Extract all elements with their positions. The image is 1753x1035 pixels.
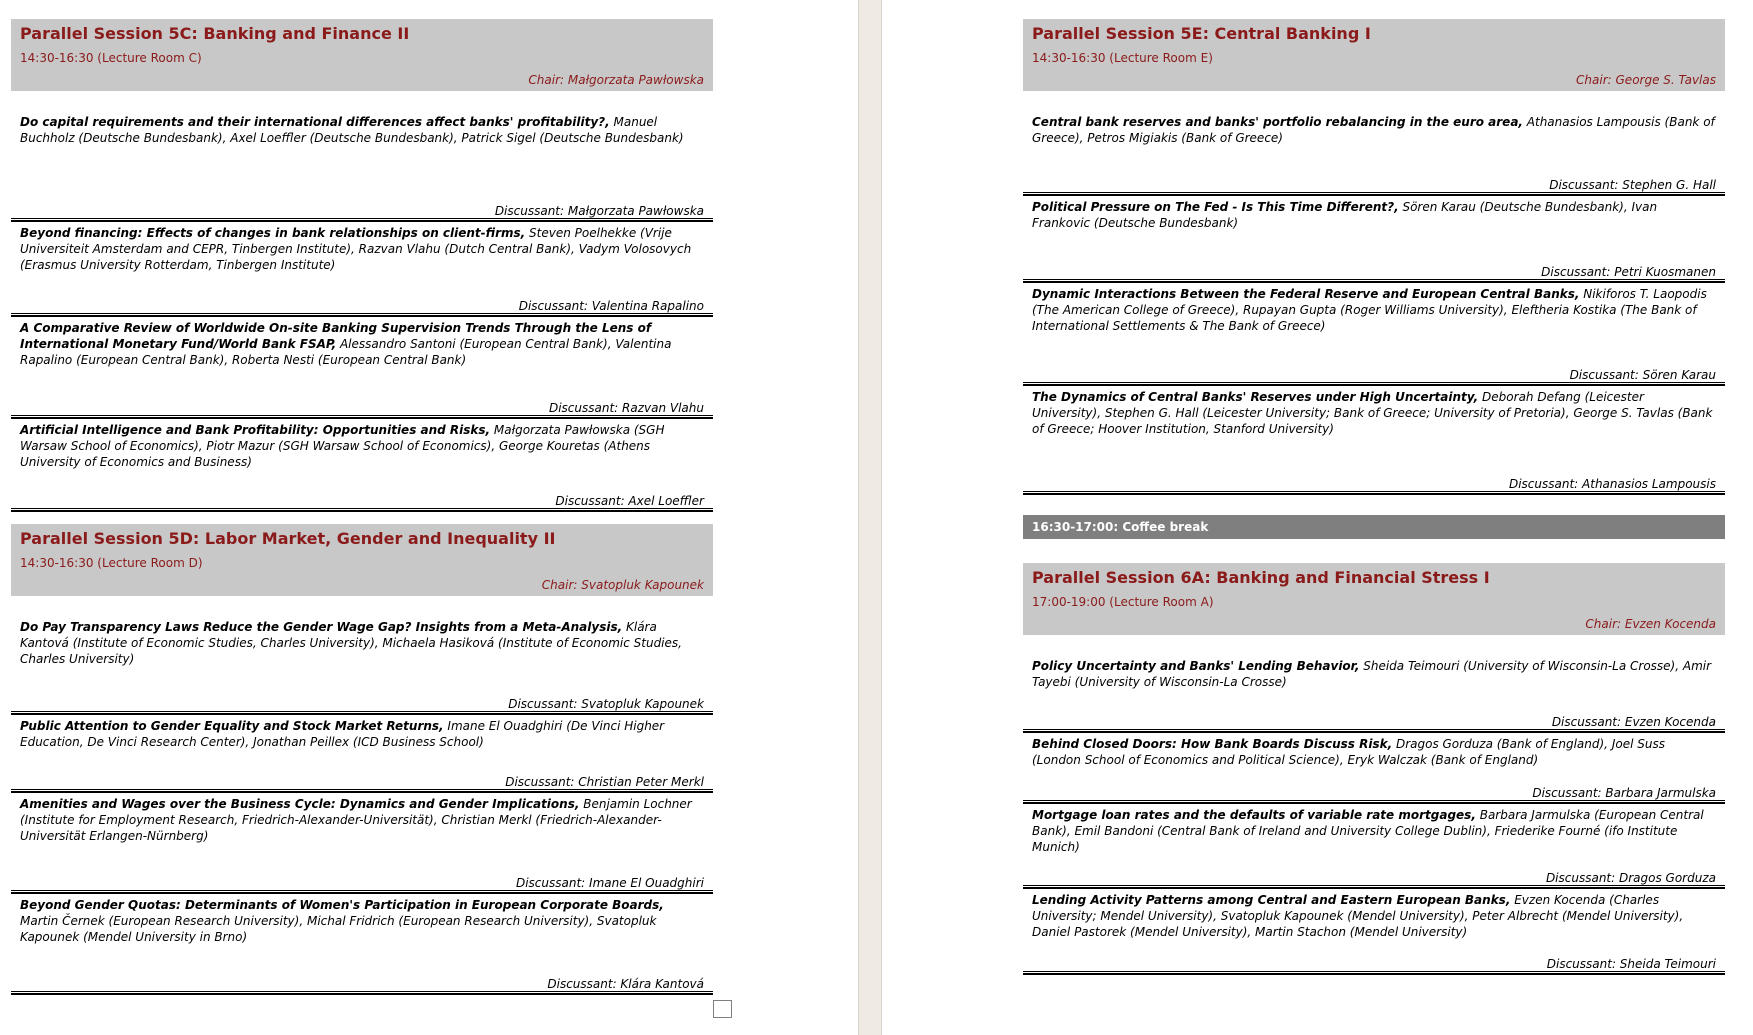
paper-authors: Sören Karau (Deutsche Bundesbank), Ivan Frankovic (Deutsche Bundesbank)	[1032, 200, 1658, 230]
separator-line	[1023, 971, 1725, 975]
paper-authors: Evzen Kocenda (Charles University; Mendel University), Svatopluk Kapounek (Mendel University), Peter Albrecht (Mendel University), Daniel Pastorek (Mendel University), Martin Stachon (Mendel University)	[1032, 893, 1684, 939]
coffee-break-bar: 16:30-17:00: Coffee break	[1023, 515, 1725, 539]
paper-authors: Nikiforos T. Laopodis (The American College of Greece), Rupayan Gupta (Roger Williams University), Eleftheria Kostika (The Bank of International Settlements & The Bank of Greece)	[1032, 287, 1707, 333]
paper-entry	[11, 796, 713, 876]
discussant: Discussant: Sören Karau	[1569, 368, 1716, 382]
discussant: Discussant: Razvan Vlahu	[548, 401, 704, 415]
discussant: Discussant: Klára Kantová	[547, 977, 704, 991]
paper-title: Political Pressure on The Fed - Is This Time Different?,	[1032, 200, 1399, 214]
session-5d	[11, 524, 713, 998]
separator-line	[11, 508, 713, 512]
discussant: Discussant: Barbara Jarmulska	[1532, 786, 1716, 800]
session-title: Parallel Session 5E: Central Banking I	[1032, 24, 1371, 43]
separator-line	[1023, 279, 1725, 283]
paper-entry	[1023, 286, 1725, 368]
separator-line	[1023, 800, 1725, 804]
paper-title: Artificial Intelligence and Bank Profitability: Opportunities and Risks,	[20, 423, 491, 437]
session-5c	[11, 19, 713, 515]
paper-entry	[1023, 114, 1725, 178]
discussant: Discussant: Dragos Gorduza	[1545, 871, 1716, 885]
paper-entry	[1023, 807, 1725, 871]
session-chair: Chair: Evzen Kocenda	[1585, 617, 1716, 631]
session-chair: Chair: Svatopluk Kapounek	[541, 578, 704, 592]
paper-entry	[1023, 736, 1725, 786]
session-title: Parallel Session 5C: Banking and Finance II	[20, 24, 410, 43]
paper-title: Mortgage loan rates and the defaults of variable rate mortgages,	[1032, 808, 1476, 822]
paper-entry	[1023, 199, 1725, 265]
separator-line	[11, 415, 713, 419]
session-time: 14:30-16:30 (Lecture Room C)	[20, 51, 202, 65]
paper-entry	[11, 897, 713, 977]
session-header	[11, 19, 713, 91]
discussant: Discussant: Małgorzata Pawłowska	[494, 204, 704, 218]
discussant: Discussant: Petri Kuosmanen	[1541, 265, 1716, 279]
paper-title: Do Pay Transparency Laws Reduce the Gender Wage Gap? Insights from a Meta-Analysis,	[20, 620, 623, 634]
discussant: Discussant: Valentina Rapalino	[518, 299, 704, 313]
separator-line	[11, 890, 713, 894]
paper-title: Dynamic Interactions Between the Federal Reserve and European Central Banks,	[1032, 287, 1580, 301]
paper-authors: Steven Poelhekke (Vrije Universiteit Amsterdam and CEPR, Tinbergen Institute), Razvan Vlahu (Dutch Central Bank), Vadym Volosovych (Erasmus University Rotterdam, Tinbergen Institute)	[20, 226, 692, 272]
paper-title: Amenities and Wages over the Business Cycle: Dynamics and Gender Implications,	[20, 797, 580, 811]
paper-title: The Dynamics of Central Banks' Reserves under High Uncertainty,	[1032, 390, 1479, 404]
paper-authors: Alessandro Santoni (European Central Bank), Valentina Rapalino (European Central Bank), Roberta Nesti (European Central Bank)	[20, 337, 672, 367]
session-time: 14:30-16:30 (Lecture Room E)	[1032, 51, 1213, 65]
paper-authors: Małgorzata Pawłowska (SGH Warsaw School of Economics), Piotr Mazur (SGH Warsaw School of Economics), George Kouretas (Athens University of Economics and Business)	[20, 423, 665, 469]
separator-line	[11, 789, 713, 793]
paper-entry	[11, 718, 713, 775]
separator-line	[1023, 491, 1725, 495]
page-gutter	[858, 0, 882, 1035]
paper-entry	[1023, 389, 1725, 477]
discussant: Discussant: Sheida Teimouri	[1546, 957, 1716, 971]
session-time: 17:00-19:00 (Lecture Room A)	[1032, 595, 1214, 609]
session-title: Parallel Session 6A: Banking and Financial Stress I	[1032, 568, 1490, 587]
separator-line	[1023, 729, 1725, 733]
discussant: Discussant: Stephen G. Hall	[1549, 178, 1716, 192]
paper-authors: Sheida Teimouri (University of Wisconsin-La Crosse), Amir Tayebi (University of Wisconsin-La Crosse)	[1032, 659, 1712, 689]
discussant: Discussant: Athanasios Lampousis	[1508, 477, 1716, 491]
session-5e	[1023, 19, 1725, 498]
discussant: Discussant: Svatopluk Kapounek	[508, 697, 704, 711]
paper-entry	[11, 320, 713, 401]
separator-line	[1023, 382, 1725, 386]
separator-line	[11, 218, 713, 222]
paper-authors: Deborah Defang (Leicester University), Stephen G. Hall (Leicester University; Bank of Greece; University of Pretoria), George S. Tavlas (Bank of Greece; Hoover Institution, Stanford University)	[1032, 390, 1713, 436]
paper-title: Behind Closed Doors: How Bank Boards Discuss Risk,	[1032, 737, 1393, 751]
separator-line	[11, 991, 713, 995]
paper-title: A Comparative Review of Worldwide On-site Banking Supervision Trends Through the Lens of International Monetary Fund/World Bank FSAP,	[20, 321, 652, 351]
session-chair: Chair: George S. Tavlas	[1576, 73, 1716, 87]
paper-authors: Barbara Jarmulska (European Central Bank), Emil Bandoni (Central Bank of Ireland and University College Dublin), Friederike Fourné (ifo Institute Munich)	[1032, 808, 1704, 854]
paper-authors: Dragos Gorduza (Bank of England), Joel Suss (London School of Economics and Political Science), Eryk Walczak (Bank of England)	[1032, 737, 1665, 767]
discussant: Discussant: Christian Peter Merkl	[505, 775, 704, 789]
session-chair: Chair: Małgorzata Pawłowska	[528, 73, 704, 87]
paper-title: Beyond Gender Quotas: Determinants of Women's Participation in European Corporate Boards,	[20, 898, 664, 912]
discussant: Discussant: Axel Loeffler	[555, 494, 704, 508]
separator-line	[11, 711, 713, 715]
table-resize-handle[interactable]	[713, 1000, 732, 1018]
paper-entry	[11, 422, 713, 494]
paper-title: Public Attention to Gender Equality and Stock Market Returns,	[20, 719, 444, 733]
paper-title: Policy Uncertainty and Banks' Lending Behavior,	[1032, 659, 1360, 673]
paper-entry	[11, 619, 713, 697]
paper-entry	[1023, 658, 1725, 715]
separator-line	[1023, 885, 1725, 889]
paper-authors: Athanasios Lampousis (Bank of Greece), Petros Migiakis (Bank of Greece)	[1032, 115, 1715, 145]
paper-authors: Imane El Ouadghiri (De Vinci Higher Education, De Vinci Research Center), Jonathan Peillex (ICD Business School)	[20, 719, 665, 749]
discussant: Discussant: Evzen Kocenda	[1551, 715, 1716, 729]
paper-entry	[11, 225, 713, 299]
paper-authors: Klára Kantová (Institute of Economic Studies, Charles University), Michaela Hasiková (Institute of Economic Studies, Charles University)	[20, 620, 682, 666]
discussant: Discussant: Imane El Ouadghiri	[515, 876, 704, 890]
separator-line	[1023, 192, 1725, 196]
paper-title: Central bank reserves and banks' portfolio rebalancing in the euro area,	[1032, 115, 1523, 129]
paper-title: Do capital requirements and their international differences affect banks' profitability?,	[20, 115, 610, 129]
session-title: Parallel Session 5D: Labor Market, Gender and Inequality II	[20, 529, 556, 548]
left-page	[0, 0, 858, 1035]
paper-entry	[1023, 892, 1725, 957]
paper-authors: Benjamin Lochner (Institute for Employment Research, Friedrich-Alexander-Universität), Christian Merkl (Friedrich-Alexander-Universität Erlangen-Nürnberg)	[20, 797, 692, 843]
session-6a	[1023, 563, 1725, 978]
session-header	[1023, 563, 1725, 635]
paper-title: Lending Activity Patterns among Central and Eastern European Banks,	[1032, 893, 1511, 907]
paper-title: Beyond financing: Effects of changes in bank relationships on client-firms,	[20, 226, 526, 240]
session-header	[11, 524, 713, 596]
separator-line	[11, 313, 713, 317]
session-header	[1023, 19, 1725, 91]
paper-authors: Martin Černek (European Research University), Michal Fridrich (European Research University), Svatopluk Kapounek (Mendel University in Brno)	[20, 914, 657, 944]
right-page	[882, 0, 1753, 1035]
session-time: 14:30-16:30 (Lecture Room D)	[20, 556, 203, 570]
paper-authors: Manuel Buchholz (Deutsche Bundesbank), Axel Loeffler (Deutsche Bundesbank), Patrick Sigel (Deutsche Bundesbank)	[20, 115, 684, 145]
paper-entry	[11, 114, 713, 204]
